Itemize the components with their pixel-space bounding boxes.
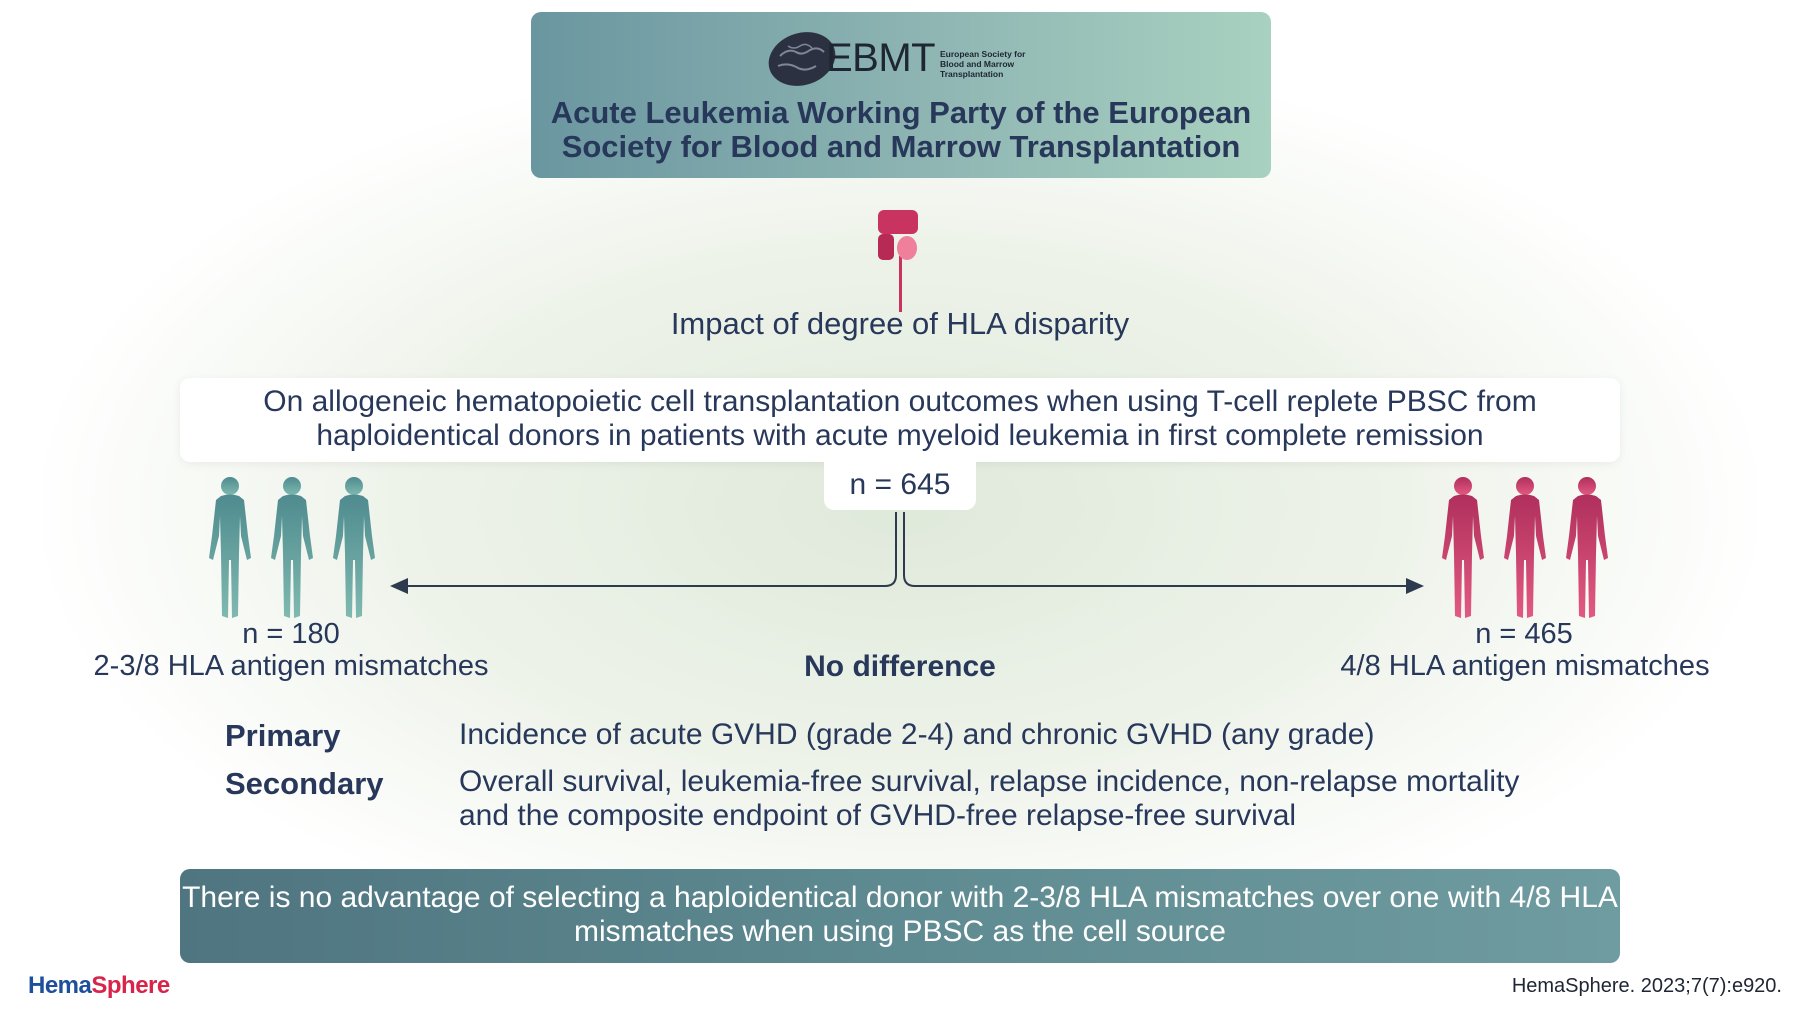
secondary-endpoint-text: Overall survival, leukemia-free survival, relapse incidence, non-relapse mortality and the composite endpoint of GVHD-free relapse-free survival — [459, 765, 1520, 832]
logo-name: EBMT — [826, 36, 936, 80]
working-party-title: Acute Leukemia Working Party of the European Society for Blood and Marrow Transplantation — [550, 95, 1252, 164]
citation: HemaSphere. 2023;7(7):e920. — [1511, 975, 1782, 997]
primary-endpoint-label: Primary — [225, 718, 341, 753]
arrow-to-left-group — [392, 512, 896, 586]
conclusion-text: There is no advantage of selecting a haploidentical donor with 2-3/8 HLA mismatches over one with 4/8 HLA mismatches when using PBSC as the cell source — [182, 881, 1618, 948]
arrow-to-right-group — [904, 512, 1422, 586]
total-n: n = 645 — [849, 468, 951, 501]
left-group-label: 2-3/8 HLA antigen mismatches — [93, 650, 489, 682]
conclusion-box — [180, 869, 1620, 963]
study-description: On allogeneic hematopoietic cell transplantation outcomes when using T-cell replete PBSC from haploidentical donors in patients with acute myeloid leukemia in first complete remission — [263, 385, 1537, 452]
left-group-n: n = 180 — [242, 618, 340, 650]
right-group-n: n = 465 — [1475, 618, 1573, 650]
logo-subtitle: European Society for Blood and Marrow Transplantation — [940, 49, 1026, 79]
brand-part-2: Sphere — [91, 972, 170, 999]
hemasphere-logo — [28, 972, 170, 1000]
people-group-left-icon — [194, 472, 394, 622]
primary-endpoint-text: Incidence of acute GVHD (grade 2-4) and chronic GVHD (any grade) — [459, 718, 1375, 751]
study-topic: Impact of degree of HLA disparity — [670, 306, 1130, 341]
right-group-label: 4/8 HLA antigen mismatches — [1340, 650, 1710, 682]
result-statement: No difference — [804, 650, 996, 683]
people-group-right-icon — [1423, 472, 1623, 622]
secondary-endpoint-label: Secondary — [225, 766, 384, 801]
brand-part-1: Hema — [28, 972, 92, 999]
